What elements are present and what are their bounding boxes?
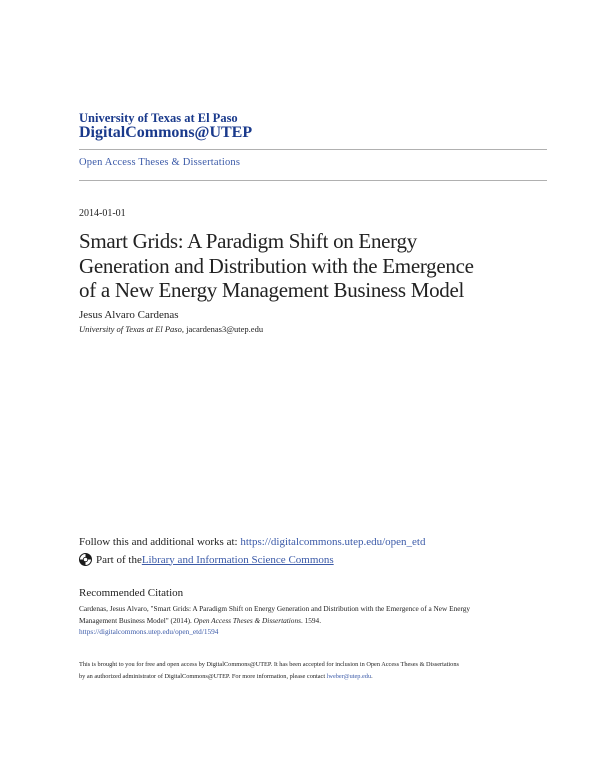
repository-name[interactable]: DigitalCommons@UTEP: [79, 124, 253, 141]
footer-line: This is brought to you for free and open access by DigitalCommons@UTEP. It has been accepted for inclusion in Open Access Theses & Dissertations: [79, 661, 459, 668]
title-line: Generation and Distribution with the Emergence: [79, 253, 474, 278]
footer-end: .: [371, 673, 373, 680]
citation-series: Open Access Theses & Dissertations: [193, 615, 301, 625]
affiliation-name: University of Texas at El Paso: [79, 324, 182, 334]
citation-line: Cardenas, Jesus Alvaro, "Smart Grids: A Paradigm Shift on Energy Generation and Distribution with the Emergence of a New Energy: [79, 604, 471, 613]
title-line: Smart Grids: A Paradigm Shift on Energy: [79, 229, 417, 253]
footer-line: [79, 671, 549, 683]
divider-bottom: [79, 180, 547, 181]
divider-top: [79, 149, 547, 150]
author-affiliation: [79, 324, 263, 334]
digital-commons-network-icon: [79, 553, 92, 566]
contact-email-link[interactable]: lweber@utep.edu: [326, 673, 372, 680]
institution-name[interactable]: University of Texas at El Paso: [79, 111, 238, 125]
document-title: [79, 229, 549, 303]
follow-label: Follow this and additional works at:: [79, 536, 241, 548]
citation-text: Management Business Model" (2014).: [79, 615, 194, 625]
recommended-citation-heading: Recommended Citation: [79, 587, 184, 599]
part-of-label: Part of the: [96, 553, 142, 566]
follow-line: [79, 536, 425, 548]
footer-notice: [79, 659, 549, 683]
citation-number: . 1594.: [300, 615, 322, 625]
citation-block: [79, 603, 549, 638]
commons-link[interactable]: Library and Information Science Commons: [141, 553, 334, 566]
publication-date: 2014-01-01: [79, 208, 126, 219]
collection-link[interactable]: Open Access Theses & Dissertations: [79, 157, 241, 168]
footer-text: by an authorized administrator of DigitalCommons@UTEP. For more information, please contact: [79, 673, 327, 680]
author-name: Jesus Alvaro Cardenas: [79, 309, 179, 321]
part-of-line: [79, 553, 334, 566]
follow-url-link[interactable]: https://digitalcommons.utep.edu/open_etd: [240, 536, 426, 548]
citation-url-link[interactable]: https://digitalcommons.utep.edu/open_etd/1594: [79, 627, 219, 636]
title-line: of a New Energy Management Business Model: [79, 278, 465, 302]
author-email: , jacardenas3@utep.edu: [181, 324, 264, 334]
citation-line: [79, 615, 549, 627]
